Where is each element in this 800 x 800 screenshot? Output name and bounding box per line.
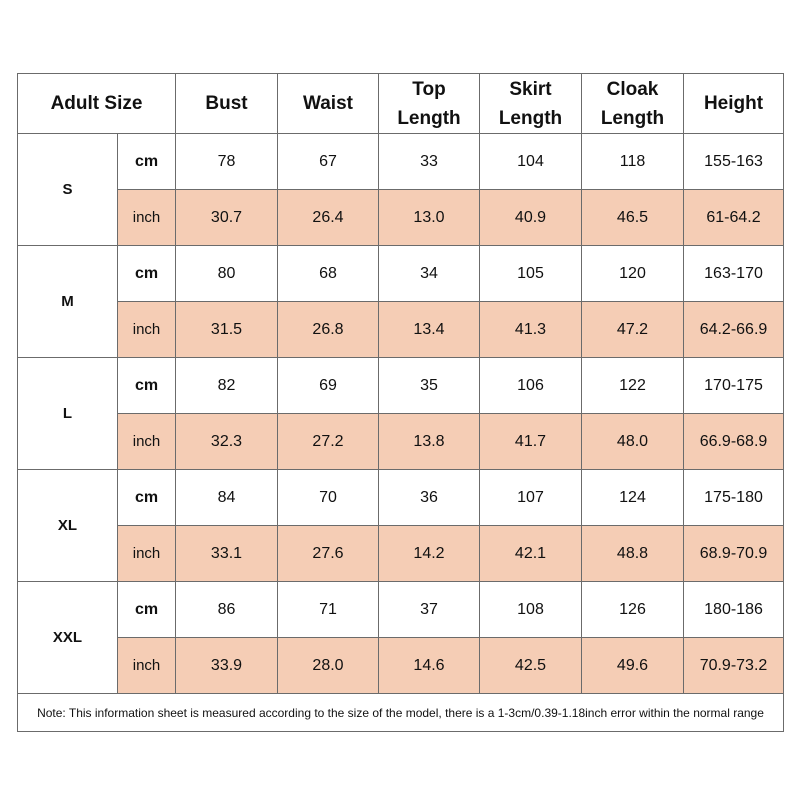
- table-cell: 61-64.2: [684, 190, 784, 246]
- table-cell: 33.1: [176, 526, 278, 582]
- table-cell: 82: [176, 358, 278, 414]
- table-cell: 26.8: [278, 302, 379, 358]
- table-cell: 67: [278, 134, 379, 190]
- table-cell: 13.8: [379, 414, 480, 470]
- measurement-note: Note: This information sheet is measured according to the size of the model, there is a 1-3cm/0.39-1.18inch error within the normal range: [18, 694, 784, 732]
- table-cell: 105: [480, 246, 582, 302]
- table-cell: 86: [176, 582, 278, 638]
- table-row: [18, 638, 784, 694]
- header-text: Cloak: [606, 78, 659, 100]
- table-cell: 180-186: [684, 582, 784, 638]
- table-cell: 41.7: [480, 414, 582, 470]
- table-cell: 47.2: [582, 302, 684, 358]
- size-table: [17, 73, 784, 732]
- table-row: [18, 526, 784, 582]
- table-row: [18, 582, 784, 638]
- table-cell: 35: [379, 358, 480, 414]
- table-cell: 14.2: [379, 526, 480, 582]
- table-cell: 104: [480, 134, 582, 190]
- table-cell: 33: [379, 134, 480, 190]
- table-cell: 34: [379, 246, 480, 302]
- table-cell: 175-180: [684, 470, 784, 526]
- table-cell: 118: [582, 134, 684, 190]
- unit-label: cm: [118, 134, 176, 190]
- table-cell: 80: [176, 246, 278, 302]
- table-cell: 70.9-73.2: [684, 638, 784, 694]
- table-cell: 13.4: [379, 302, 480, 358]
- table-cell: 170-175: [684, 358, 784, 414]
- table-cell: 66.9-68.9: [684, 414, 784, 470]
- size-table-body: [18, 134, 784, 694]
- table-cell: 120: [582, 246, 684, 302]
- note-row: [18, 694, 784, 732]
- table-row: [18, 134, 784, 190]
- size-label: L: [18, 358, 118, 470]
- table-cell: 68.9-70.9: [684, 526, 784, 582]
- table-cell: 107: [480, 470, 582, 526]
- table-cell: 71: [278, 582, 379, 638]
- table-cell: 40.9: [480, 190, 582, 246]
- table-cell: 126: [582, 582, 684, 638]
- header-text: Length: [600, 107, 665, 129]
- table-cell: 155-163: [684, 134, 784, 190]
- header-text: Length: [397, 107, 461, 129]
- size-label: XL: [18, 470, 118, 582]
- table-cell: 31.5: [176, 302, 278, 358]
- size-label: S: [18, 134, 118, 246]
- size-label: XXL: [18, 582, 118, 694]
- table-cell: 26.4: [278, 190, 379, 246]
- table-cell: 30.7: [176, 190, 278, 246]
- table-cell: 42.5: [480, 638, 582, 694]
- size-chart: [17, 73, 783, 732]
- table-cell: 163-170: [684, 246, 784, 302]
- table-cell: 36: [379, 470, 480, 526]
- unit-label: cm: [118, 470, 176, 526]
- unit-label: cm: [118, 246, 176, 302]
- unit-label: inch: [118, 526, 176, 582]
- table-cell: 48.0: [582, 414, 684, 470]
- table-cell: 122: [582, 358, 684, 414]
- header-skirt-length: [480, 74, 582, 134]
- table-row: [18, 246, 784, 302]
- table-cell: 70: [278, 470, 379, 526]
- header-top-length: [379, 74, 480, 134]
- table-row: [18, 414, 784, 470]
- table-cell: 13.0: [379, 190, 480, 246]
- table-cell: 32.3: [176, 414, 278, 470]
- header-height: Height: [684, 74, 784, 134]
- table-cell: 106: [480, 358, 582, 414]
- table-row: [18, 190, 784, 246]
- table-cell: 78: [176, 134, 278, 190]
- size-label: M: [18, 246, 118, 358]
- unit-label: inch: [118, 302, 176, 358]
- unit-label: cm: [118, 358, 176, 414]
- table-cell: 42.1: [480, 526, 582, 582]
- table-cell: 69: [278, 358, 379, 414]
- table-cell: 27.6: [278, 526, 379, 582]
- unit-label: inch: [118, 638, 176, 694]
- header-text: Length: [498, 107, 563, 129]
- unit-label: cm: [118, 582, 176, 638]
- header-text: Skirt: [509, 78, 552, 100]
- table-row: [18, 470, 784, 526]
- header-row: [18, 74, 784, 134]
- table-cell: 14.6: [379, 638, 480, 694]
- table-cell: 28.0: [278, 638, 379, 694]
- table-cell: 124: [582, 470, 684, 526]
- header-waist: Waist: [278, 74, 379, 134]
- table-row: [18, 358, 784, 414]
- table-row: [18, 302, 784, 358]
- table-cell: 49.6: [582, 638, 684, 694]
- unit-label: inch: [118, 190, 176, 246]
- header-adult-size: Adult Size: [18, 74, 176, 134]
- header-bust: Bust: [176, 74, 278, 134]
- table-cell: 64.2-66.9: [684, 302, 784, 358]
- unit-label: inch: [118, 414, 176, 470]
- table-cell: 84: [176, 470, 278, 526]
- table-cell: 33.9: [176, 638, 278, 694]
- header-text: Top: [412, 78, 446, 100]
- table-cell: 108: [480, 582, 582, 638]
- table-cell: 27.2: [278, 414, 379, 470]
- table-cell: 48.8: [582, 526, 684, 582]
- table-cell: 41.3: [480, 302, 582, 358]
- table-cell: 37: [379, 582, 480, 638]
- table-cell: 68: [278, 246, 379, 302]
- table-cell: 46.5: [582, 190, 684, 246]
- header-cloak-length: [582, 74, 684, 134]
